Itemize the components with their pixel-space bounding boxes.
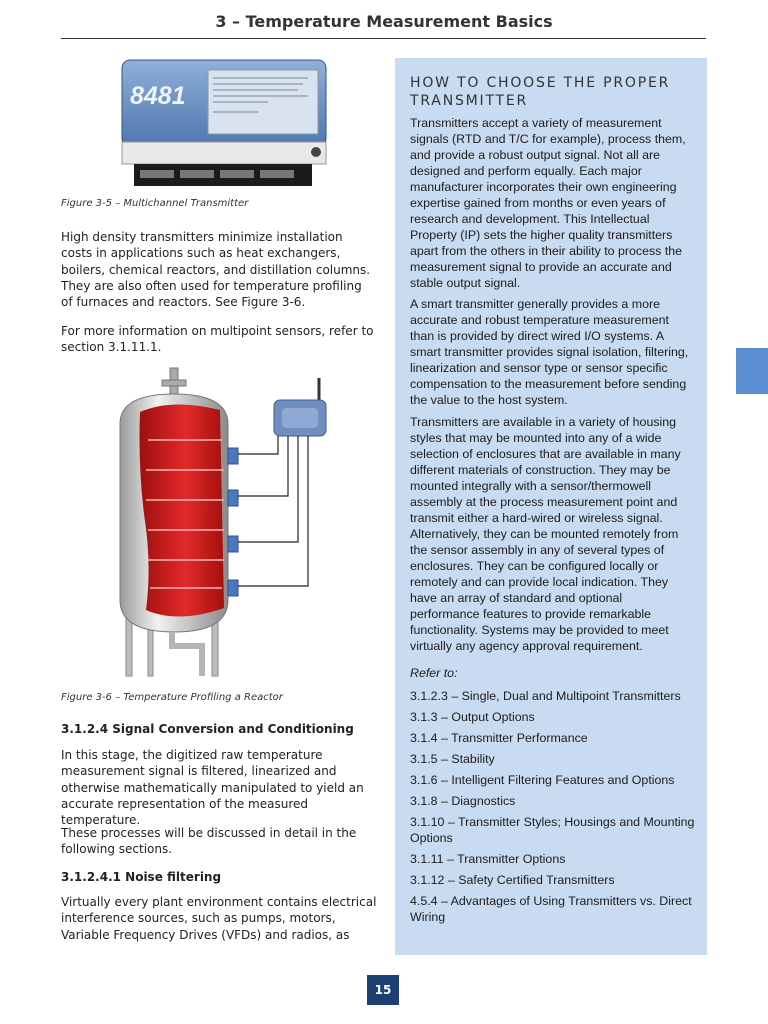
sidebar-reference-list — [410, 688, 695, 925]
reactor-profiling-image — [112, 364, 334, 684]
heading-3-1-2-4: 3.1.2.4 Signal Conversion and Conditioning — [61, 722, 354, 736]
reference-link[interactable]: 3.1.4 – Transmitter Performance — [410, 731, 588, 746]
paragraph-multipoint-ref: For more information on multipoint sensors, refer to section 3.1.11.1. — [61, 324, 374, 355]
reference-link[interactable]: 3.1.6 – Intelligent Filtering Features and Options — [410, 773, 675, 788]
paragraph-noise-filtering: Virtually every plant environment contains electrical interference sources, such as pumps, motors, Variable Frequency Drives (VFDs) and radios, as — [61, 895, 377, 942]
page-number-badge: 15 — [367, 975, 399, 1005]
transmitter-sidebar — [395, 58, 707, 955]
figure-3-5-caption: Figure 3-5 – Multichannel Transmitter — [61, 198, 249, 209]
paragraph-high-density: High density transmitters minimize installation costs in applications such as heat exchangers, boilers, chemical reactors, and distillation columns. They are also often used for temperature profiling of furnaces and reactors. See Figure 3-6. — [61, 230, 371, 310]
reference-link[interactable]: 3.1.5 – Stability — [410, 752, 495, 767]
heading-3-1-2-4-1: 3.1.2.4.1 Noise filtering — [61, 870, 222, 884]
sidebar-refer-label: Refer to: — [410, 666, 458, 681]
reference-link[interactable]: 4.5.4 – Advantages of Using Transmitters vs. Direct Wiring — [410, 894, 692, 925]
sidebar-body — [410, 116, 695, 930]
figure-3-6-caption: Figure 3-6 – Temperature Profiling a Reactor — [61, 692, 283, 703]
paragraph-signal-conversion: In this stage, the digitized raw temperature measurement signal is filtered, linearized and otherwise mathematically manipulated to yield an accurate representation of the measured temperature. — [61, 748, 364, 828]
reference-link[interactable]: 3.1.12 – Safety Certified Transmitters — [410, 873, 615, 888]
svg-text:8481: 8481 — [130, 82, 186, 110]
reference-link[interactable]: 3.1.11 – Transmitter Options — [410, 852, 566, 867]
sidebar-title: HOW TO CHOOSE THE PROPER TRANSMITTER — [410, 75, 671, 109]
sidebar-paragraph-3: Transmitters are available in a variety of housing styles that may be mounted into any of a wide selection of enclosures that are available in many different materials of construction. They may be mounted integrally with a sensor/thermowell assembly at the process measurement point and transmit either a hard-wired or wireless signal. Alternatively, they can be mounted remotely from the sensor assembly in any of several types of enclosures. They can be configured locally or remotely and can provide local indication. They have an array of standard and optional performance features to provide remarkable functionality. Systems may be provided to meet virtually any agency approval requirement. — [410, 415, 681, 653]
page-header-title: 3 – Temperature Measurement Basics — [215, 12, 553, 31]
sidebar-paragraph-1: Transmitters accept a variety of measurement signals (RTD and T/C for example), process them, and provide a robust output signal. Not all are designed and perform equally. Each major manufacturer incorporates their own engineering expertise gained from months or even years of research and development. This Intellectual Property (IP) sets the higher quality transmitters apart from the others in their ability to process the measurement signal to provide an accurate and stable output signal. — [410, 116, 686, 290]
reference-link[interactable]: 3.1.3 – Output Options — [410, 710, 535, 725]
reference-link[interactable]: 3.1.10 – Transmitter Styles; Housings and Mounting Options — [410, 815, 695, 846]
header-rule — [61, 38, 706, 39]
chapter-side-tab — [736, 348, 768, 394]
multichannel-transmitter-image — [118, 56, 330, 194]
paragraph-following-sections: These processes will be discussed in detail in the following sections. — [61, 826, 357, 857]
sidebar-paragraph-2: A smart transmitter generally provides a more accurate and robust temperature measurement than is provided by direct wired I/O systems. A smart transmitter provides signal isolation, filtering, linearization and sensor type or sensor specific compensation to the measurement before sending the value to the host system. — [410, 297, 689, 408]
reference-link[interactable]: 3.1.2.3 – Single, Dual and Multipoint Transmitters — [410, 689, 681, 704]
reference-link[interactable]: 3.1.8 – Diagnostics — [410, 794, 516, 809]
